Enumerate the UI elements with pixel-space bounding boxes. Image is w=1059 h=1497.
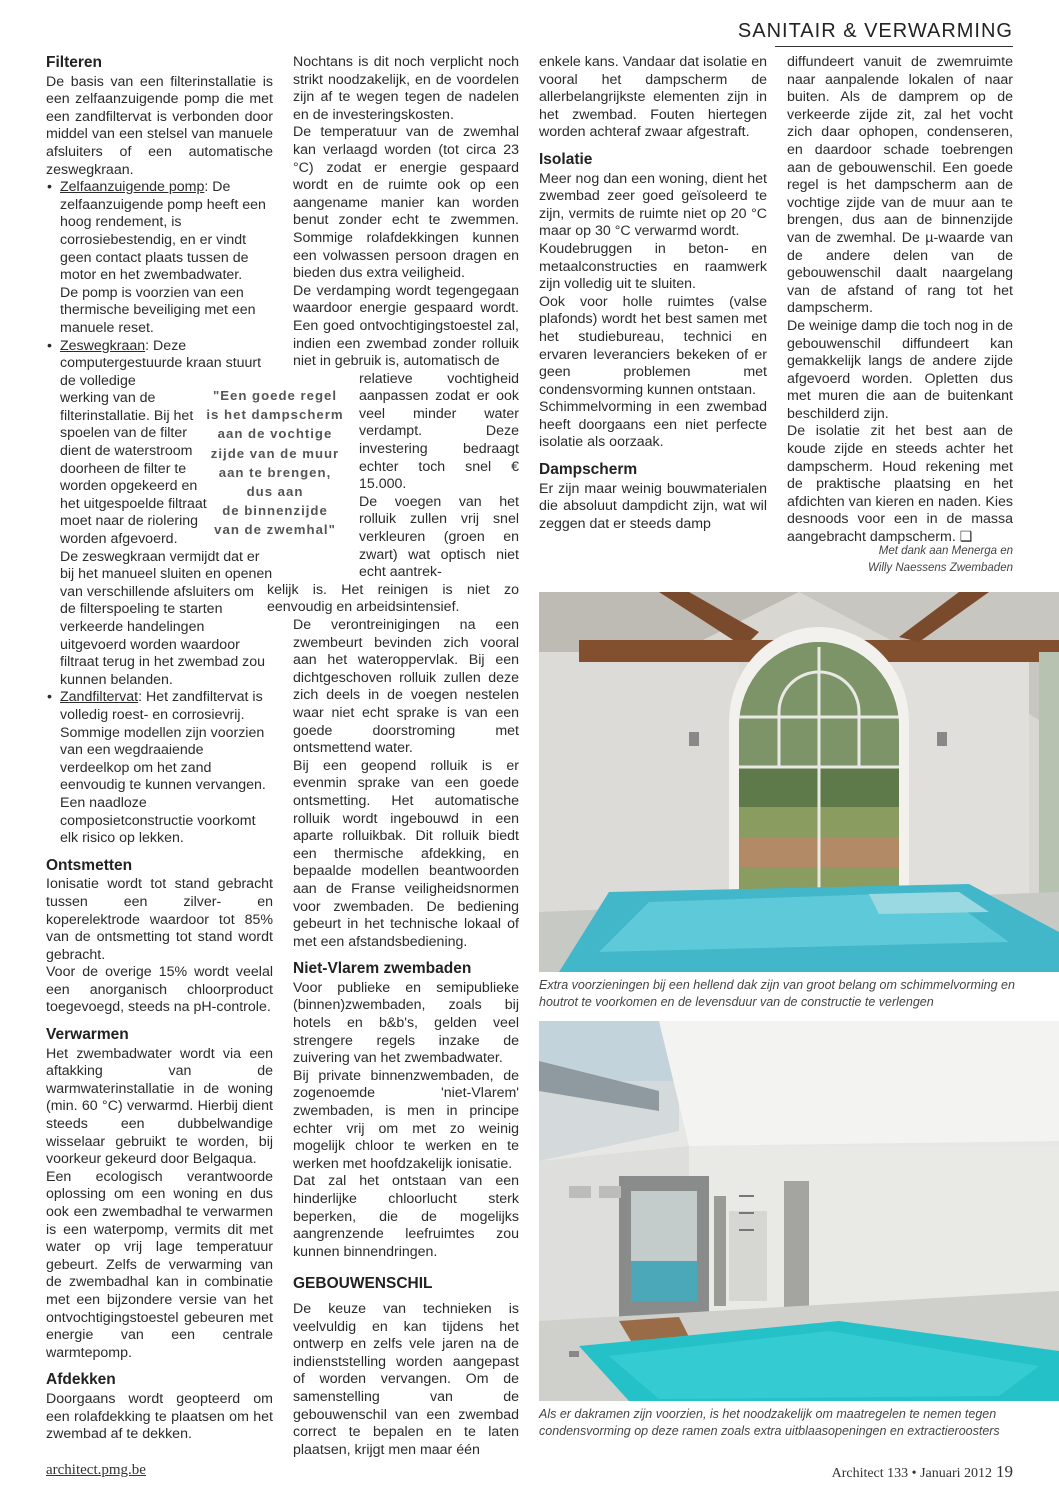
paragraph: De keuze van technieken is veelvuldig en kan tijdens het ontwerp en zelfs vele jaren na de indienststelling worden aangepast of worden vervangen. Om de samenstelling van de gebouwenschil van een zwembad correct te bepalen en te laten plaatsen, krijgt men maar één — [293, 1300, 519, 1458]
quote-line: aan de vochtige — [217, 426, 333, 442]
photo-pool-skylights — [539, 1021, 1059, 1401]
paragraph — [787, 423, 1013, 546]
page-number: 19 — [996, 1462, 1013, 1481]
paragraph: Koudebruggen in beton- en metaalconstructies en raamwerk zijn volledig uit te sluiten. — [539, 240, 767, 293]
paragraph: Meer nog dan een woning, dient het zwembad zeer goed geïsoleerd te zijn, vermits de ruimte niet op 20 °C maar op 30 °C verwarmd wordt. — [539, 170, 767, 240]
bullet-text: De pomp is voorzien van een thermische beveiliging met een manuele reset. — [60, 284, 256, 336]
heading-verwarmen: Verwarmen — [46, 1026, 129, 1044]
bullet-text: werking van de filterinstallatie. Bij het spoelen van de filter dient de waterstroom doorheen de filter te worden opgekeerd en het uitgespoelde filtraat moet naar de riolering worden afgevoerd. — [60, 390, 207, 548]
heading-dampscherm: Dampscherm — [539, 461, 638, 479]
column-3 — [539, 54, 767, 533]
paragraph: Ook voor holle ruimtes (valse plafonds) wordt het best samen met het studiebureau, technici en ervaren leveranciers bekeken of er geen problemen met condensvorming kunnen ontstaan. — [539, 293, 767, 398]
paragraph: relatieve vochtigheid aanpassen zodat er ook veel minder water verdampt. Deze investering bedraagt echter toch snel € 15.000. — [359, 370, 519, 493]
paragraph: De verdamping wordt tegengegaan waardoor energie gespaard wordt. Een goed ontvochtigingstoestel zal, indien een zwembad zonder rolluik niet in gebruik is, automatisch de — [293, 282, 519, 370]
paragraph: enkele kans. Vandaar dat isolatie en vooral het dampscherm de allerbelangrijkste elementen zijn in het zwembad. Fouten hiertegen worden achteraf zwaar afgestraft. — [539, 54, 767, 141]
quote-line: is het dampscherm — [206, 407, 344, 423]
paragraph: Er zijn maar weinig bouwmaterialen die absoluut dampdicht zijn, wat wil zeggen dat er steeds damp — [539, 480, 767, 532]
paragraph: diffundeert vanuit de zwemruimte naar aanpalende lokalen of naar buiten. Als de damprem op de verkeerde zijde zit, zal het vocht zich daar ophopen, condenseren, en daardoor schade toebrengen aan de gebouwenschil. Een goede regel is het dampscherm aan de vochtige zijde van de muur aan te brengen, dus aan de binnenzijde van de zwemhal. De µ-waarde van de andere delen van de gebouwenschil daalt naargelang van de afstand of rang tot het dampscherm. — [787, 54, 1013, 317]
bullet-text: : De zelfaanzuigende pomp heeft een hoog rendement, is corrosiebestendig, en er vindt geen contact plaats tussen de motor en het zwembadwater. — [60, 179, 266, 284]
end-mark: ❑ — [959, 529, 973, 546]
bullet-text: : Het zandfiltervat is volledig roest- en corrosievrij. Sommige modellen zijn voorzien van een wegdraaiende verdeelkop om het zand eenvoudig te kunnen vervangen. Een naadloze composietconstructie voorkomt elk risico op lekken. — [60, 689, 266, 847]
heading-isolatie: Isolatie — [539, 150, 593, 168]
paragraph: De weinige damp die toch nog in de gebouwenschil diffundeert kan gemakkelijk langs de andere zijde afgevoerd worden. Opletten dus met muren die aan de buitenkant beschilderd zijn. — [787, 317, 1013, 422]
paragraph: Bij private binnenzwembaden, de zogenoemde 'niet-Vlarem' zwembaden, is men in principe echter vrij om met zo weinig mogelijk chloor te werken en te werken met hoofdzakelijk ionisatie. — [293, 1067, 519, 1172]
quote-line: zijde van de muur — [210, 445, 340, 461]
paragraph: Voor de overige 15% wordt veelal een anorganisch chloorproduct toegevoegd, steeds na pH-controle. — [46, 964, 273, 1016]
paragraph: Voor publieke en semipublieke (binnen)zwembaden, zoals bij hotels en b&b's, gelden veel strengere regels inzake de zuivering van het zwembadwater. — [293, 979, 519, 1067]
photo-pool-arched-window — [539, 592, 1059, 972]
quote-line: aan te brengen, — [218, 464, 332, 480]
paragraph: De voegen van het rolluik zullen vrij snel verkleuren (groen en zwart) wat optisch niet echt aantrek- — [359, 493, 519, 581]
heading-ontsmetten: Ontsmetten — [46, 856, 133, 874]
photo-caption-2: Als er dakramen zijn voorzien, is het noodzakelijk om maatregelen te nemen tegen condensvorming op deze ramen zoals extra uitblaasopeningen en extractieroosters — [539, 1407, 1000, 1438]
heading-filteren: Filteren — [46, 54, 102, 71]
bullet-text: De zeswegkraan vermijdt dat er bij het manueel sluiten en openen van verschillende afsluiters om de filterspoeling te starten verkeerde handelingen uitgevoerd worden waardoor filtraat terug in het zwembad zou kunnen belanden. — [60, 548, 273, 688]
list-item — [60, 179, 273, 337]
section-title: SANITAIR & VERWARMING — [737, 20, 1013, 42]
list-item — [60, 689, 273, 847]
term-zeswegkraan: Zeswegkraan — [60, 337, 146, 354]
photo-caption-1: Extra voorzieningen bij een hellend dak zijn van groot belang om schimmelvorming en houtrot te voorkomen en de levensduur van de constructie te verlengen — [539, 978, 1015, 1009]
paragraph: De basis van een filterinstallatie is een zelfaanzuigende pomp die met een zandfiltervat is verbonden door middel van een stelsel van manuele afsluiters of een automatische zeswegkraan. — [46, 73, 273, 178]
heading-niet-vlarem: Niet-Vlarem zwembaden — [293, 960, 472, 978]
heading-gebouwenschil: GEBOUWENSCHIL — [293, 1275, 433, 1293]
credit-line: Met dank aan Menerga en — [878, 545, 1013, 557]
paragraph: De temperatuur van de zwemhal kan verlaagd worden (tot circa 23 °C) zodat er energie gespaard wordt en de ruimte ook op een aangename manier kan worden benut zonder echt te zwemmen. Sommige rolafdekkingen kunnen een volwassen persoon dragen en bieden dus extra veiligheid. — [293, 124, 519, 282]
footer-issue-info — [832, 1462, 1013, 1482]
quote-line: dus aan — [246, 484, 304, 500]
heading-afdekken: Afdekken — [46, 1371, 116, 1389]
credit — [868, 543, 1013, 577]
paragraph: Een ecologisch verantwoorde oplossing om een woning en dus ook een zwembadhal te verwarmen is een waterpomp, vermits dit met water op vrij lage temperatuur gebeurt. Zelfs de verwarming van de zwembadhal kan in combinatie met een bijzondere versie van het ontvochtigingstoestel gebeuren met energie van een centrale warmtepomp. — [46, 1168, 273, 1361]
credit-line: Willy Naessens Zwembaden — [868, 562, 1013, 574]
paragraph: De verontreinigingen na een zwembeurt bevinden zich vooral aan het wateroppervlak. Bij een dichtgeschoven rolluik zullen deze zich deels in de voegen nestelen waar niet echt sprake is van een goede doorstroming met ontsmettend water. — [293, 617, 519, 757]
paragraph: Dat zal het ontstaan van een hinderlijke chloorlucht sterk beperken, die de mogelijks aangrenzende leefruimtes zou kunnen binnendringen. — [293, 1173, 519, 1260]
term-zandfiltervat: Zandfiltervat — [60, 689, 139, 706]
paragraph: Ionisatie wordt tot stand gebracht tussen een zilver- en koperelektrode waardoor tot 85% van de ontsmetting tot stand wordt gebracht. — [46, 876, 273, 963]
quote-line: de binnenzijde — [222, 503, 328, 519]
quote-line: van de zwemhal" — [214, 522, 336, 538]
paragraph: Nochtans is dit noch verplicht noch strikt noodzakelijk, en de voordelen zijn af te wegen tegen de nadelen en de investeringskosten. — [293, 54, 519, 123]
paragraph: kelijk is. Het reinigen is niet zo eenvoudig en arbeidsintensief. — [267, 581, 519, 616]
paragraph: Schimmelvorming in een zwembad heeft doorgaans een niet perfecte isolatie als oorzaak. — [539, 399, 767, 451]
column-1 — [46, 54, 273, 1444]
column-4 — [787, 54, 1013, 547]
quote-line: "Een goede regel — [212, 388, 338, 403]
section-divider — [775, 46, 1013, 47]
paragraph: Bij een geopend rolluik is er evenmin sprake van een goede ontsmetting. Het automatische rolluik wordt ingebouwd in een aparte rolluikbak. Dit rolluik biedt een thermische afdekking, en bepaalde modellen beantwoorden aan de Franse veiligheidsnormen voor zwembaden. De bediening gebeurt in het technische lokaal of met een afstandsbediening. — [293, 757, 519, 950]
footer-url[interactable]: architect.pmg.be — [46, 1462, 146, 1478]
paragraph-text: De isolatie zit het best aan de koude zijde en steeds achter het dampscherm. Houd rekening met de praktische plaatsing en het afdichten van kieren en naden. Kies desnoods voor een in de massa aangebracht dampscherm. — [787, 423, 1013, 546]
paragraph: Doorgaans wordt geopteerd om een rolafdekking te plaatsen om het zwembad af te dekken. — [46, 1390, 273, 1443]
paragraph: Het zwembadwater wordt via een aftakking van de warmwaterinstallatie in de woning (min. 60 °C) verwarmd. Hierbij dient steeds een dubbelwandige wisselaar gebruikt te worden, bij voorkeur gekeurd door Belgaqua. — [46, 1045, 273, 1168]
issue-label: Architect 133 • Januari 2012 — [831, 1466, 992, 1481]
term-pomp: Zelfaanzuigende pomp — [60, 179, 205, 196]
bullet-text: : Deze computergestuurde kraan stuurt de volledige — [60, 337, 262, 389]
